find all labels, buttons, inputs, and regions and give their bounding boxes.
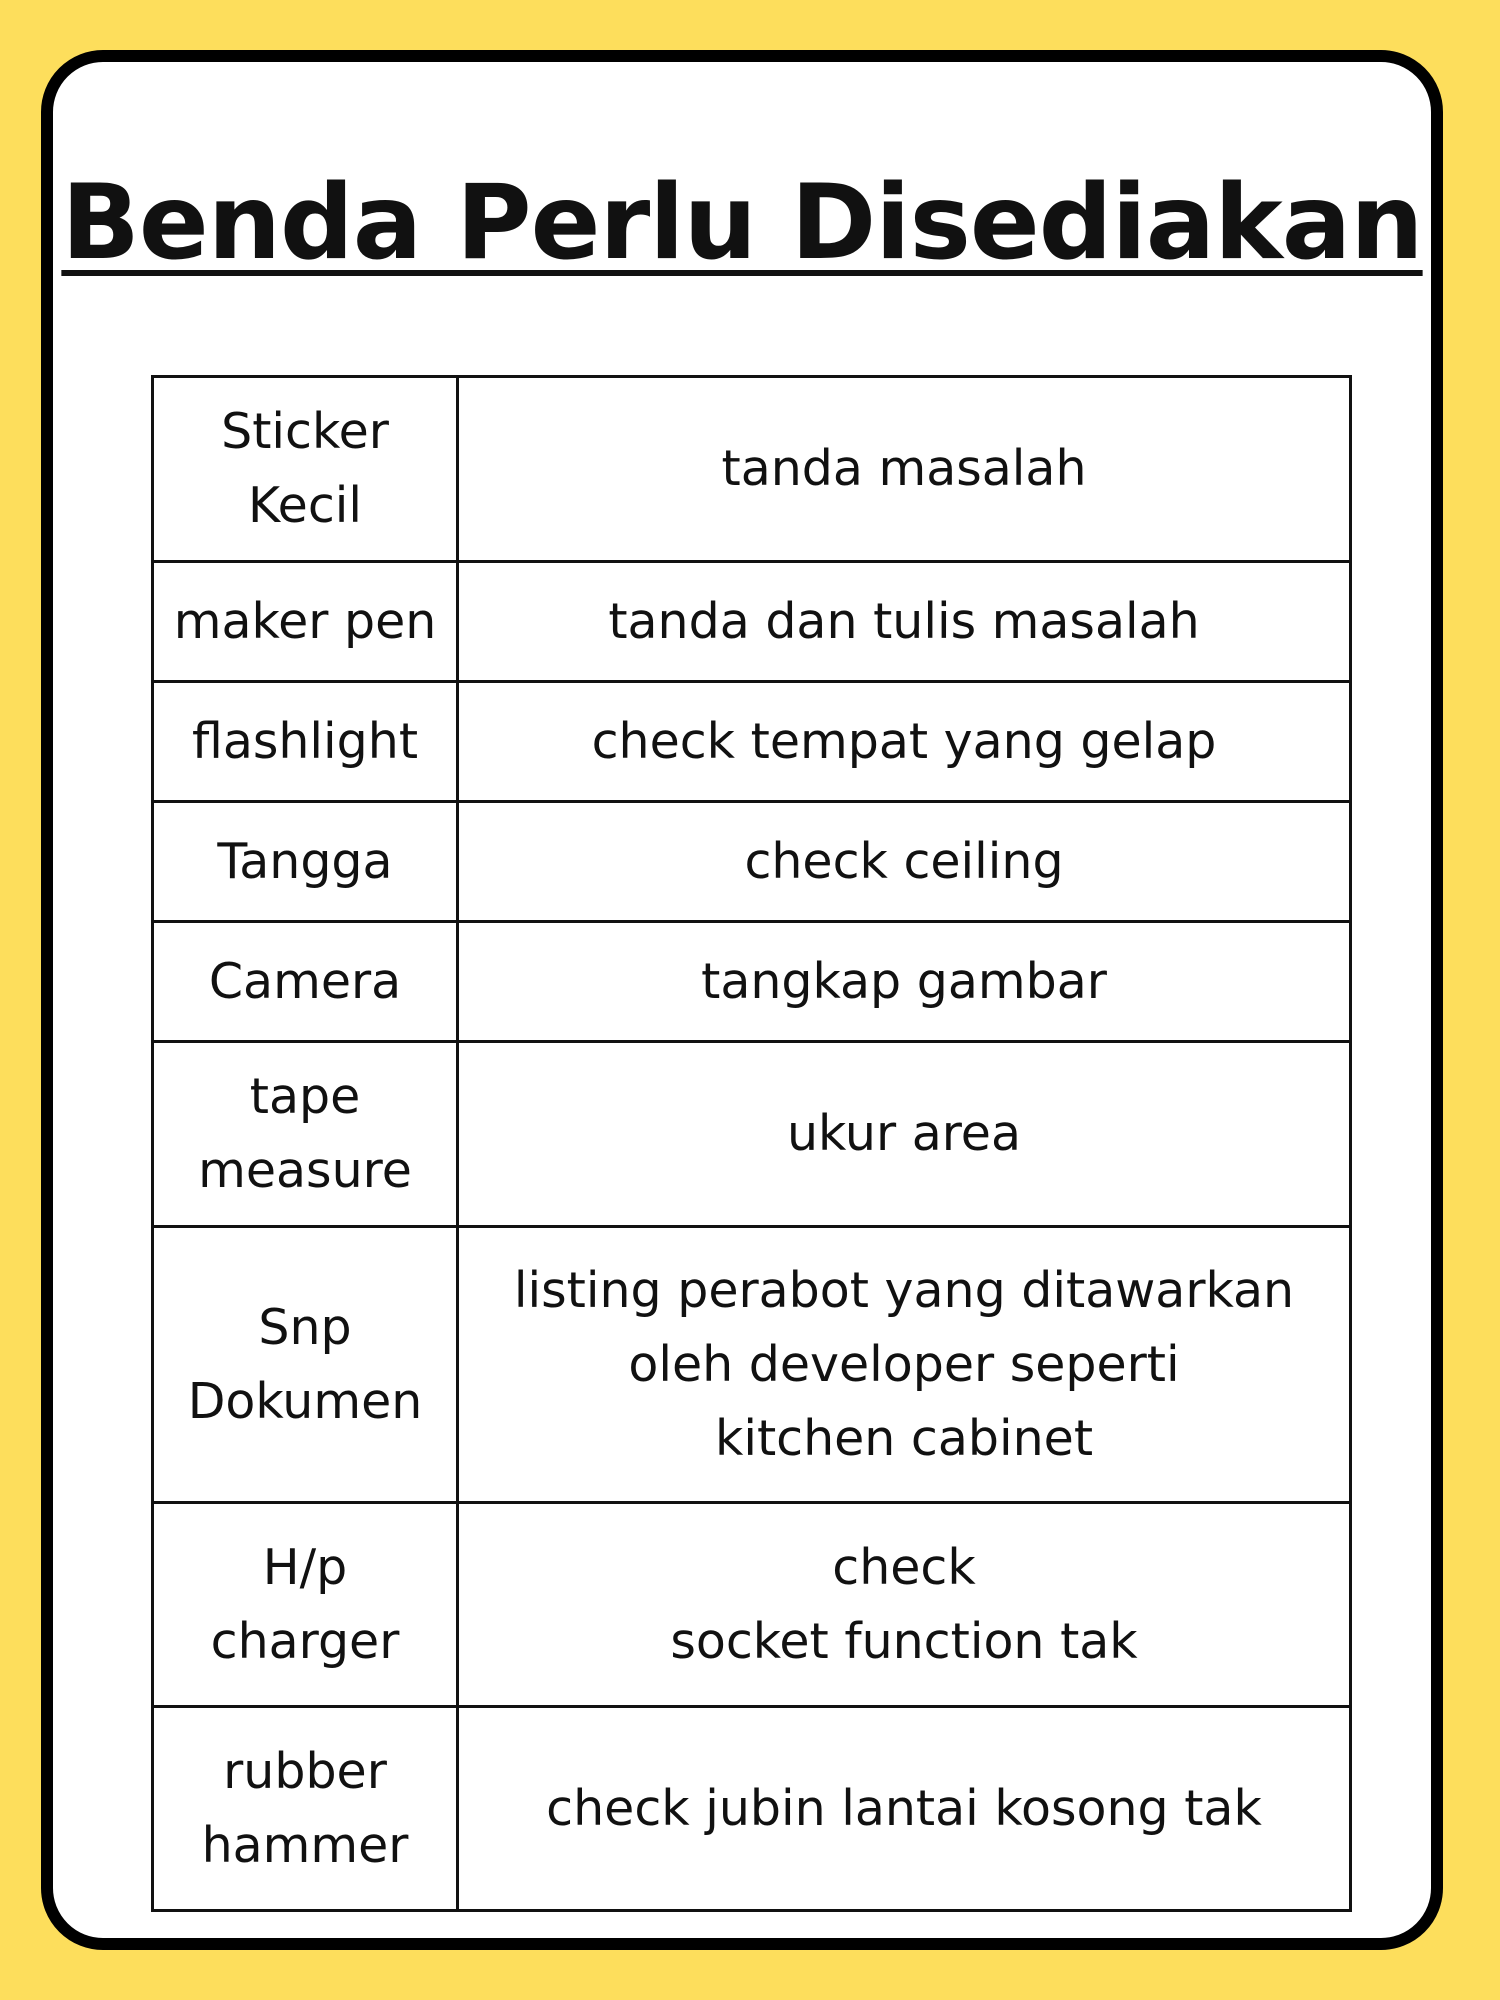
purpose-cell: listing perabot yang ditawarkan oleh developer seperti kitchen cabinet	[458, 1227, 1351, 1503]
purpose-cell: tangkap gambar	[458, 922, 1351, 1042]
item-cell: flashlight	[153, 682, 458, 802]
item-cell: Tangga	[153, 802, 458, 922]
table-row	[153, 377, 1351, 562]
table-row	[153, 1503, 1351, 1707]
purpose-cell: tanda dan tulis masalah	[458, 562, 1351, 682]
purpose-cell: check tempat yang gelap	[458, 682, 1351, 802]
table-row	[153, 682, 1351, 802]
purpose-cell: check ceiling	[458, 802, 1351, 922]
checklist-card	[41, 50, 1443, 1950]
page-title	[53, 163, 1431, 283]
purpose-cell: ukur area	[458, 1042, 1351, 1227]
item-cell: Sticker Kecil	[153, 377, 458, 562]
purpose-cell: tanda masalah	[458, 377, 1351, 562]
table-row	[153, 1042, 1351, 1227]
item-cell: tape measure	[153, 1042, 458, 1227]
items-table	[151, 375, 1352, 1912]
table-row	[153, 1227, 1351, 1503]
table-row	[153, 922, 1351, 1042]
table-row	[153, 562, 1351, 682]
table-row	[153, 802, 1351, 922]
item-cell: Camera	[153, 922, 458, 1042]
page-title-text: Benda Perlu Disediakan	[61, 163, 1423, 283]
item-cell: Snp Dokumen	[153, 1227, 458, 1503]
item-cell: maker pen	[153, 562, 458, 682]
purpose-cell: check jubin lantai kosong tak	[458, 1707, 1351, 1911]
item-cell: H/p charger	[153, 1503, 458, 1707]
item-cell: rubber hammer	[153, 1707, 458, 1911]
table-row	[153, 1707, 1351, 1911]
purpose-cell: check socket function tak	[458, 1503, 1351, 1707]
